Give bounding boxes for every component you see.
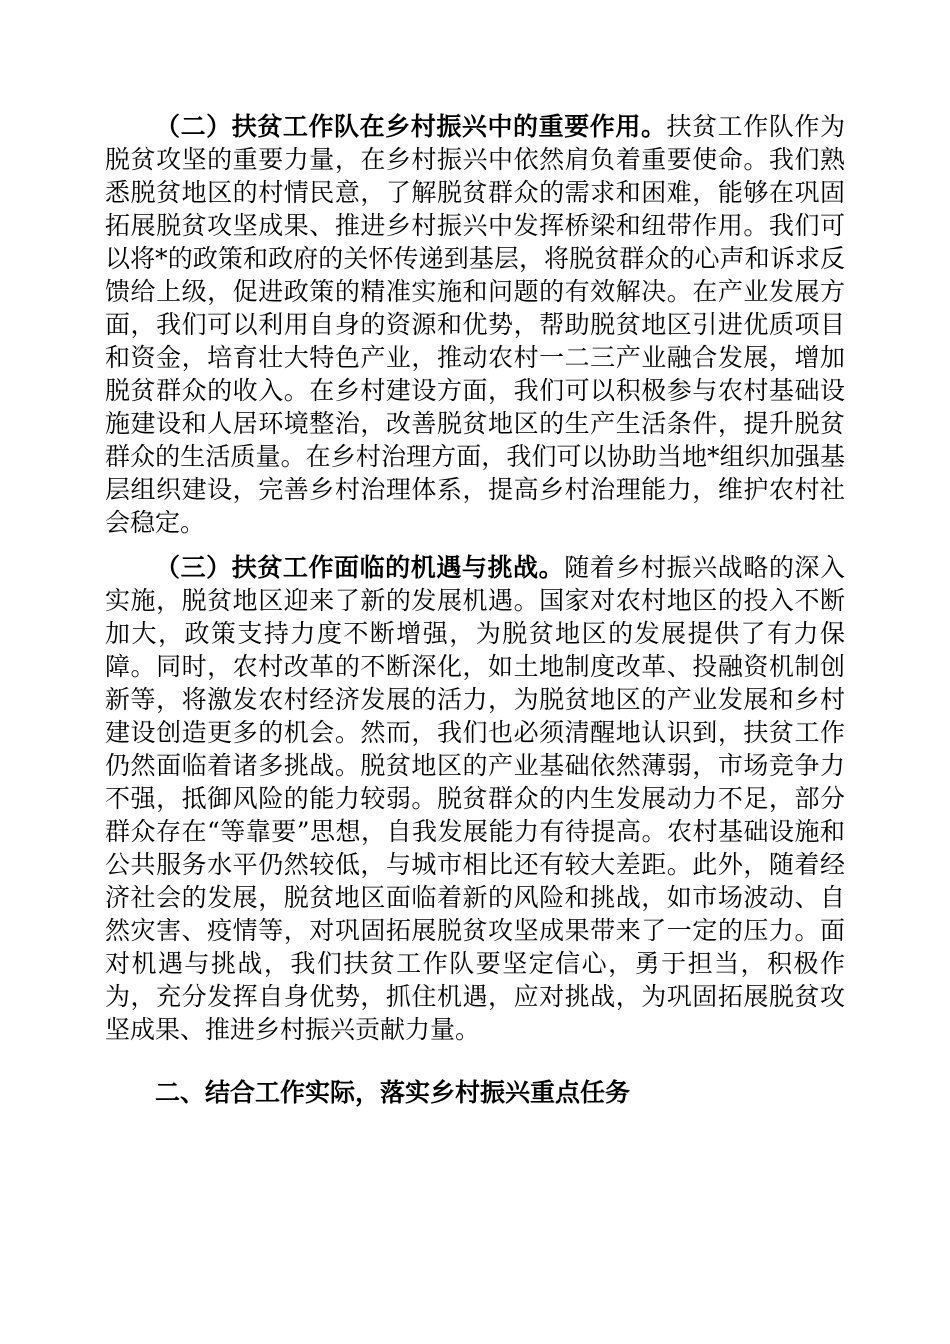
document-page: [105, 110, 845, 1109]
paragraph-opportunities-challenges: [105, 551, 845, 1046]
paragraph-body-text: 扶贫工作队作为脱贫攻坚的重要力量，在乡村振兴中依然肩负着重要使命。我们熟悉脱贫地区的村情民意，了解脱贫群众的需求和困难，能够在巩固拓展脱贫攻坚成果、推进乡村振兴中发挥桥梁和纽带作用。我们可以将*的政策和政府的关怀传递到基层，将脱贫群众的心声和诉求反馈给上级，促进政策的精准实施和问题的有效解决。在产业发展方面，我们可以利用自身的资源和优势，帮助脱贫地区引进优质项目和资金，培育壮大特色产业，推动农村一二三产业融合发展，增加脱贫群众的收入。在乡村建设方面，我们可以积极参与农村基础设施建设和人居环境整治，改善脱贫地区的生产生活条件，提升脱贫群众的生活质量。在乡村治理方面，我们可以协助当地*组织加强基层组织建设，完善乡村治理体系，提高乡村治理能力，维护农村社会稳定。: [105, 112, 845, 537]
section-heading: 二、结合工作实际，落实乡村振兴重点任务: [155, 1078, 631, 1107]
paragraph-lead-heading: （二）扶贫工作队在乡村振兴中的重要作用。: [155, 112, 667, 141]
paragraph-role-of-poverty-team: [105, 110, 845, 539]
paragraph-lead-heading: （三）扶贫工作面临的机遇与挑战。: [155, 553, 565, 582]
paragraph-body-text: 随着乡村振兴战略的深入实施，脱贫地区迎来了新的发展机遇。国家对农村地区的投入不断加大，政策支持力度不断增强，为脱贫地区的发展提供了有力保障。同时，农村改革的不断深化，如土地制度改革、投融资机制创新等，将激发农村经济发展的活力，为脱贫地区的产业发展和乡村建设创造更多的机会。然而，我们也必须清醒地认识到，扶贫工作仍然面临着诸多挑战。脱贫地区的产业基础依然薄弱，市场竞争力不强，抵御风险的能力较弱。脱贫群众的内生发展动力不足，部分群众存在“等靠要”思想，自我发展能力有待提高。农村基础设施和公共服务水平仍然较低，与城市相比还有较大差距。此外，随着经济社会的发展，脱贫地区面临着新的风险和挑战，如市场波动、自然灾害、疫情等，对巩固拓展脱贫攻坚成果带来了一定的压力。面对机遇与挑战，我们扶贫工作队要坚定信心，勇于担当，积极作为，充分发挥自身优势，抓住机遇，应对挑战，为巩固拓展脱贫攻坚成果、推进乡村振兴贡献力量。: [105, 553, 845, 1044]
